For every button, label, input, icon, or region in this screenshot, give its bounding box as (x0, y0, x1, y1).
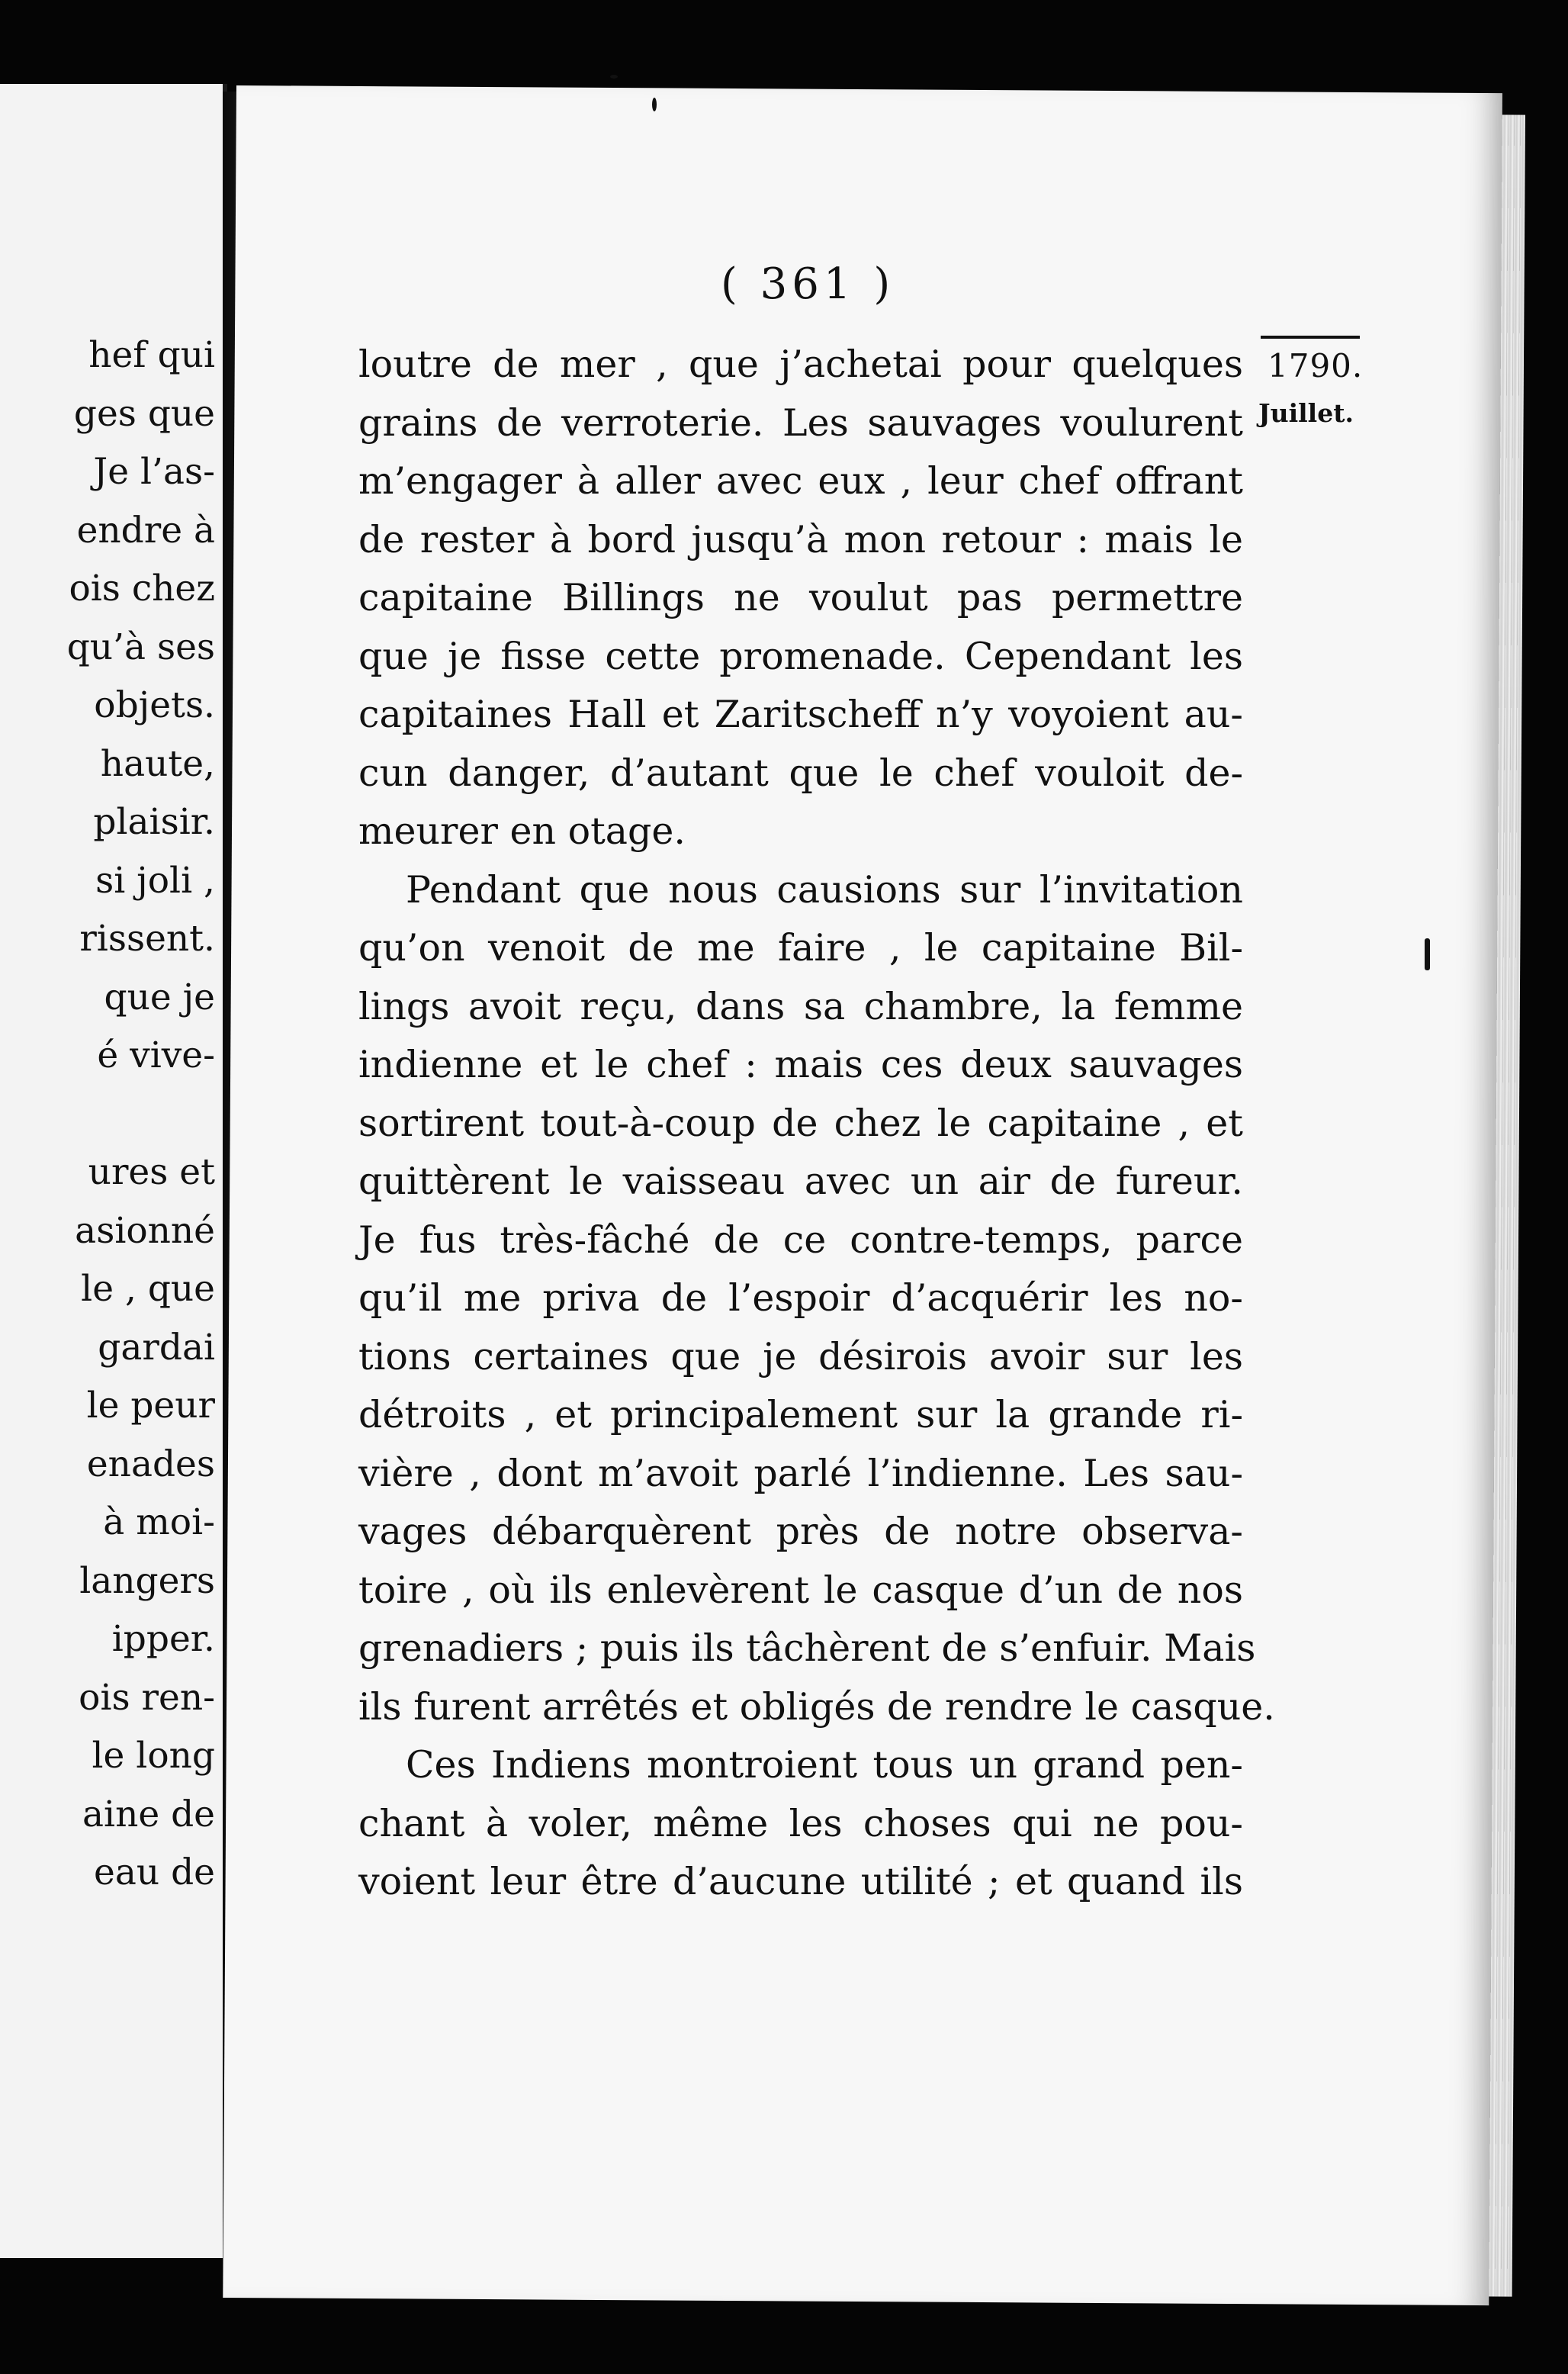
text-line: Je fus très-fâché de ce contre-temps, parce (358, 1218, 1243, 1262)
text-line: que je fisse cette promenade. Cependant les (358, 634, 1243, 678)
left-line: à moi- (103, 1501, 215, 1543)
left-page-text (0, 327, 215, 1903)
left-line: hef qui (88, 334, 215, 376)
left-line: aine de (82, 1793, 215, 1835)
left-line: ois chez (69, 568, 215, 610)
text-line: voient leur être d’aucune utilité ; et quand ils (358, 1860, 1243, 1903)
margin-note-year: 1790. (1268, 347, 1364, 384)
text-line: indienne et le chef : mais ces deux sauvages (358, 1043, 1243, 1086)
left-line: que je (104, 976, 215, 1018)
left-line: gardai (98, 1326, 215, 1369)
text-line: sortirent tout-à-coup de chez le capitaine , et (358, 1101, 1243, 1145)
left-line: le peur (86, 1385, 215, 1427)
text-line: capitaine Billings ne voulut pas permettre (358, 576, 1243, 619)
margin-note-month: Juillet. (1258, 398, 1354, 428)
text-line: vages débarquèrent près de notre observa- (358, 1510, 1243, 1553)
text-line: qu’on venoit de me faire , le capitaine Bil- (358, 926, 1243, 970)
margin-rule (1261, 336, 1360, 339)
text-line: Ces Indiens montroient tous un grand pen- (406, 1743, 1243, 1787)
text-line: détroits , et principalement sur la grande ri- (358, 1393, 1243, 1436)
text-line: lings avoit reçu, dans sa chambre, la femme (358, 984, 1243, 1028)
page-number: ( 361 ) (721, 259, 895, 309)
text-line: toire , où ils enlevèrent le casque d’un de nos (358, 1568, 1243, 1612)
text-line: grains de verroterie. Les sauvages voulurent (358, 400, 1243, 445)
left-line: eau de (94, 1851, 215, 1893)
text-line: cun danger, d’autant que le chef vouloit de- (358, 751, 1243, 795)
left-line: ipper. (111, 1618, 215, 1660)
left-line: Je l’as- (93, 451, 215, 493)
left-line: rissent. (79, 918, 215, 960)
text-line: de rester à bord jusqu’à mon retour : mais le (358, 517, 1243, 561)
left-line: haute, (100, 742, 215, 785)
page-body-text (358, 336, 1275, 1912)
left-line: le long (92, 1735, 215, 1777)
text-line: quittèrent le vaisseau avec un air de fureur. (358, 1160, 1243, 1203)
left-line: plaisir. (93, 801, 215, 843)
left-line: ures et (88, 1151, 215, 1193)
left-line: ois ren- (79, 1676, 215, 1719)
scan-speck (1425, 938, 1430, 970)
text-line: meurer en otage. (358, 809, 686, 853)
left-page (0, 84, 227, 2258)
left-line: é vive- (97, 1034, 215, 1076)
left-line-blank (0, 1086, 215, 1144)
text-line: chant à voler, même les choses qui ne pou- (358, 1801, 1243, 1845)
left-line: langers (79, 1559, 215, 1602)
text-line: vière , dont m’avoit parlé l’indienne. Les sau- (358, 1451, 1243, 1495)
text-line: loutre de mer , que j’achetai pour quelques (358, 343, 1243, 386)
left-line: le , que (81, 1268, 215, 1310)
left-line: ges que (73, 392, 215, 435)
text-line: Pendant que nous causions sur l’invitation (406, 867, 1243, 912)
left-line: objets. (94, 684, 215, 726)
left-line: asionné (75, 1209, 215, 1252)
text-line: ils furent arrêtés et obligés de rendre le casque. (358, 1684, 1275, 1729)
text-line: grenadiers ; puis ils tâchèrent de s’enfuir. Mais (358, 1626, 1256, 1670)
left-line: endre à (76, 509, 215, 552)
text-line: capitaines Hall et Zaritscheff n’y voyoient au- (358, 693, 1243, 736)
scan-speck (652, 98, 657, 111)
text-line: qu’il me priva de l’espoir d’acquérir les no- (358, 1276, 1243, 1320)
scan-speck (610, 75, 618, 79)
text-line: tions certaines que je désirois avoir sur les (358, 1334, 1243, 1378)
text-line: m’engager à aller avec eux , leur chef offrant (358, 459, 1243, 503)
left-line: enades (86, 1443, 215, 1485)
left-line: si joli , (95, 859, 215, 902)
left-line: qu’à ses (66, 626, 215, 668)
